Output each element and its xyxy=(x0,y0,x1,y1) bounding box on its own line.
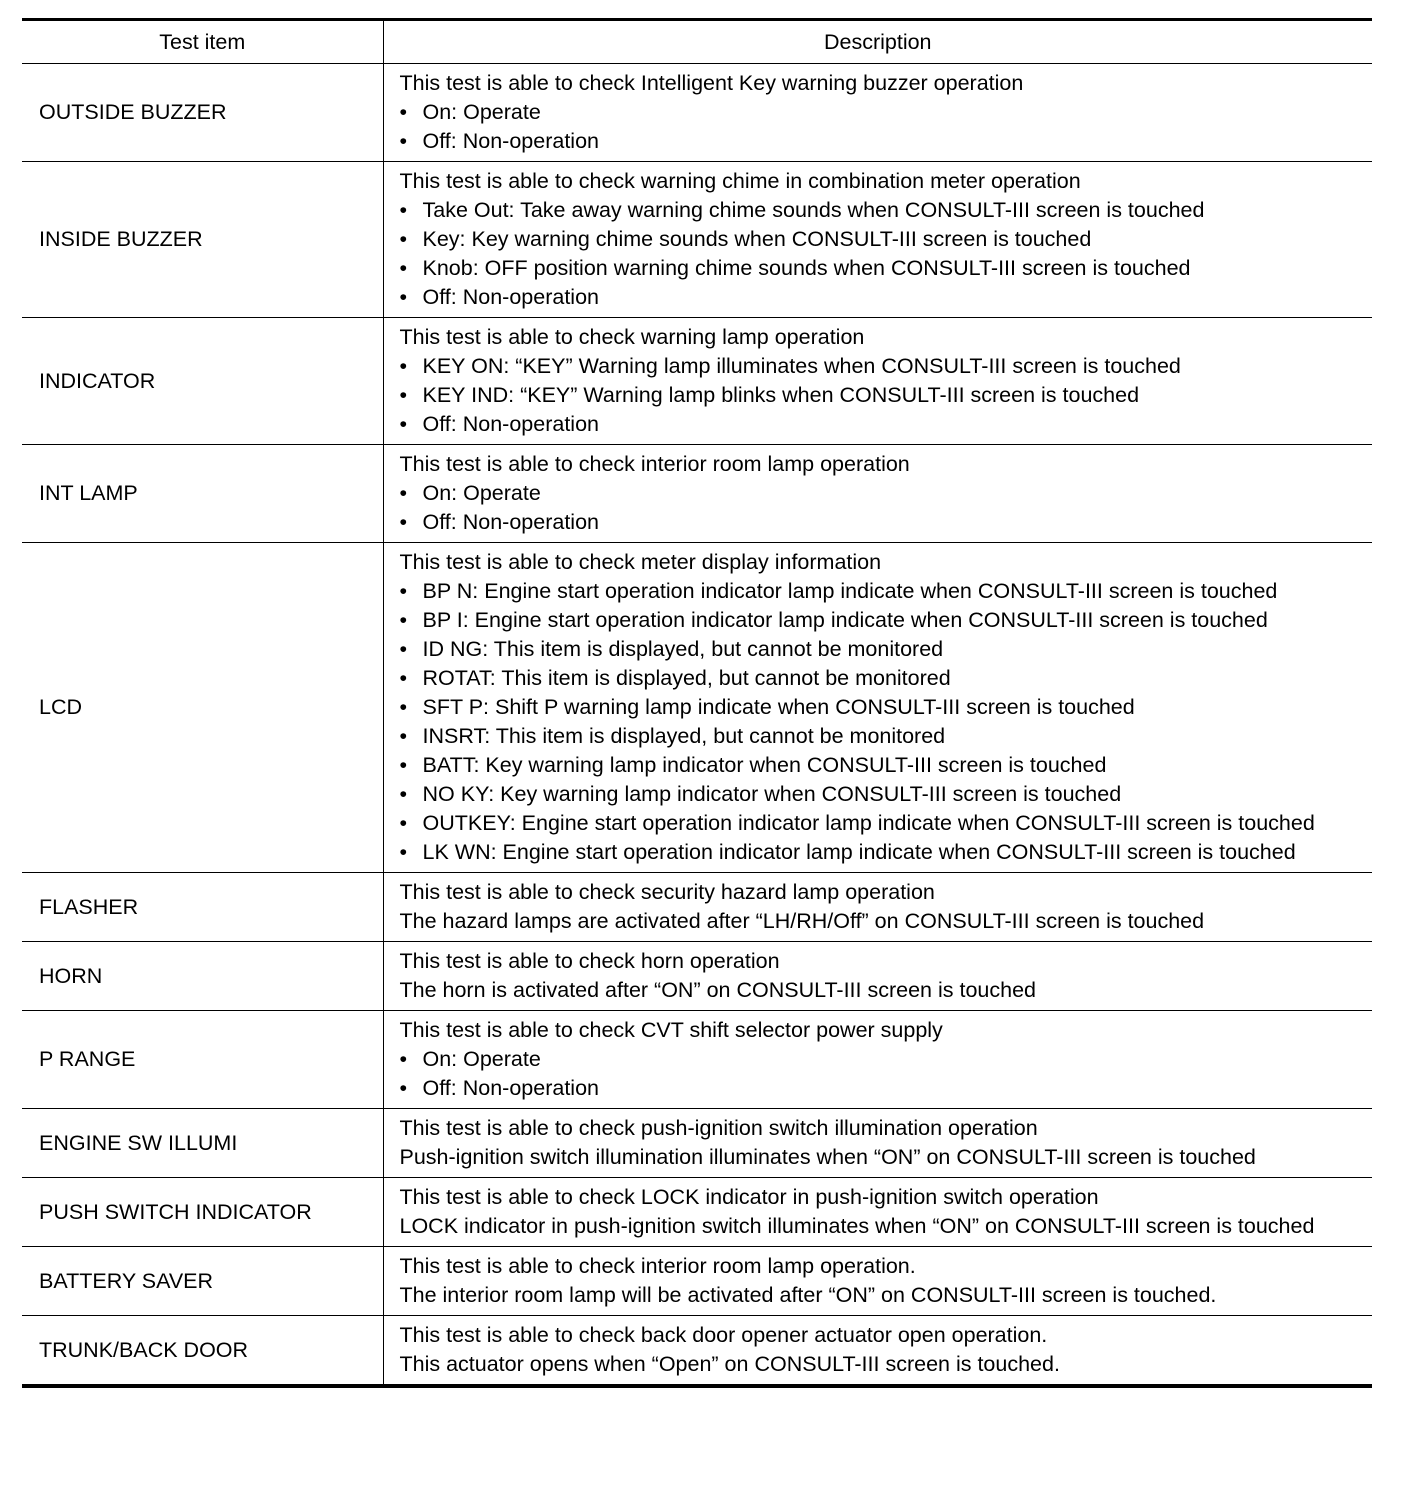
test-item-cell: OUTSIDE BUZZER xyxy=(22,64,383,162)
description-line: This test is able to check warning lamp operation xyxy=(399,325,865,349)
description-line: This test is able to check warning chime in combination meter operation xyxy=(399,169,1081,193)
bullet-item xyxy=(400,809,1367,838)
bullet-item xyxy=(400,479,1367,508)
description-line: This test is able to check security hazard lamp operation xyxy=(399,880,935,904)
bullet-text: INSRT: This item is displayed, but cannot be monitored xyxy=(422,724,946,748)
description-line: The horn is activated after “ON” on CONSULT-III screen is touched xyxy=(399,978,1036,1002)
bullet-item xyxy=(400,508,1367,537)
bullet-item xyxy=(400,1045,1367,1074)
header-description: Description xyxy=(383,20,1372,64)
bullet-icon: • xyxy=(399,666,408,690)
table-header-row xyxy=(22,20,1372,64)
table-row xyxy=(22,873,1372,942)
table-row xyxy=(22,942,1372,1011)
table-row xyxy=(22,543,1372,873)
bullet-item xyxy=(400,283,1367,312)
test-item-cell: HORN xyxy=(22,942,383,1011)
bullet-text: NO KY: Key warning lamp indicator when CONSULT-III screen is touched xyxy=(422,782,1122,806)
bullet-text: Take Out: Take away warning chime sounds when CONSULT-III screen is touched xyxy=(422,198,1205,222)
table-row xyxy=(22,1011,1372,1109)
description-cell xyxy=(383,1109,1372,1178)
bullet-text: On: Operate xyxy=(422,100,541,124)
bullet-text: KEY ON: “KEY” Warning lamp illuminates when CONSULT-III screen is touched xyxy=(422,354,1181,378)
bullet-icon: • xyxy=(399,753,408,777)
bullet-item xyxy=(400,127,1367,156)
description-cell xyxy=(383,1178,1372,1247)
bullet-item xyxy=(400,722,1367,751)
bullet-icon: • xyxy=(399,724,408,748)
description-cell xyxy=(383,942,1372,1011)
description-line: LOCK indicator in push-ignition switch illuminates when “ON” on CONSULT-III screen is touched xyxy=(399,1214,1315,1238)
header-test-item: Test item xyxy=(22,20,383,64)
bullet-icon: • xyxy=(399,1047,408,1071)
bullet-text: On: Operate xyxy=(422,481,541,505)
bullet-icon: • xyxy=(399,579,408,603)
bullet-icon: • xyxy=(399,227,408,251)
description-line: Push-ignition switch illumination illuminates when “ON” on CONSULT-III screen is touched xyxy=(399,1145,1256,1169)
bullet-icon: • xyxy=(399,695,408,719)
bullet-text: ID NG: This item is displayed, but cannot be monitored xyxy=(422,637,944,661)
description-cell xyxy=(383,64,1372,162)
description-line: This test is able to check horn operation xyxy=(399,949,780,973)
description-line: This test is able to check back door opener actuator open operation. xyxy=(399,1323,1048,1347)
bullet-icon: • xyxy=(399,510,408,534)
bullet-item xyxy=(400,381,1367,410)
bullet-text: KEY IND: “KEY” Warning lamp blinks when CONSULT-III screen is touched xyxy=(422,383,1140,407)
bullet-icon: • xyxy=(399,481,408,505)
bullet-item xyxy=(400,254,1367,283)
bullet-text: SFT P: Shift P warning lamp indicate when CONSULT-III screen is touched xyxy=(422,695,1135,719)
bullet-item xyxy=(400,693,1367,722)
bullet-text: Off: Non-operation xyxy=(422,412,599,436)
test-item-cell: ENGINE SW ILLUMI xyxy=(22,1109,383,1178)
bullet-text: On: Operate xyxy=(422,1047,541,1071)
bullet-text: Off: Non-operation xyxy=(422,129,599,153)
bullet-item xyxy=(400,606,1367,635)
table-row xyxy=(22,64,1372,162)
table-row xyxy=(22,445,1372,543)
description-line: This test is able to check CVT shift selector power supply xyxy=(399,1018,943,1042)
test-item-cell: PUSH SWITCH INDICATOR xyxy=(22,1178,383,1247)
test-item-cell: LCD xyxy=(22,543,383,873)
bullet-item xyxy=(400,1074,1367,1103)
bullet-text: Off: Non-operation xyxy=(422,1076,599,1100)
bullet-item xyxy=(400,838,1367,867)
bullet-icon: • xyxy=(399,100,408,124)
bullet-text: Knob: OFF position warning chime sounds when CONSULT-III screen is touched xyxy=(422,256,1191,280)
description-line: This test is able to check interior room lamp operation xyxy=(399,452,910,476)
table-body xyxy=(22,64,1372,1387)
test-item-cell: INT LAMP xyxy=(22,445,383,543)
description-line: The interior room lamp will be activated after “ON” on CONSULT-III screen is touched. xyxy=(399,1283,1217,1307)
test-item-cell: INSIDE BUZZER xyxy=(22,162,383,318)
bullet-icon: • xyxy=(399,129,408,153)
bullet-icon: • xyxy=(399,354,408,378)
description-cell xyxy=(383,543,1372,873)
table-row xyxy=(22,162,1372,318)
bullet-icon: • xyxy=(399,256,408,280)
test-item-cell: BATTERY SAVER xyxy=(22,1247,383,1316)
description-cell xyxy=(383,318,1372,445)
description-cell xyxy=(383,1011,1372,1109)
description-line: This test is able to check LOCK indicator in push-ignition switch operation xyxy=(399,1185,1099,1209)
bullet-text: ROTAT: This item is displayed, but cannot be monitored xyxy=(422,666,951,690)
table-row xyxy=(22,1109,1372,1178)
bullet-text: BATT: Key warning lamp indicator when CONSULT-III screen is touched xyxy=(422,753,1107,777)
bullet-icon: • xyxy=(399,383,408,407)
bullet-text: BP I: Engine start operation indicator lamp indicate when CONSULT-III screen is touched xyxy=(422,608,1268,632)
description-line: This test is able to check interior room lamp operation. xyxy=(399,1254,916,1278)
bullet-icon: • xyxy=(399,198,408,222)
bullet-text: Off: Non-operation xyxy=(422,510,599,534)
bullet-item xyxy=(400,635,1367,664)
test-item-table xyxy=(22,18,1372,1388)
description-line: This test is able to check Intelligent Key warning buzzer operation xyxy=(399,71,1024,95)
bullet-icon: • xyxy=(399,840,408,864)
bullet-item xyxy=(400,98,1367,127)
description-line: This test is able to check push-ignition switch illumination operation xyxy=(399,1116,1038,1140)
description-cell xyxy=(383,445,1372,543)
bullet-icon: • xyxy=(399,782,408,806)
bullet-item xyxy=(400,196,1367,225)
description-cell xyxy=(383,162,1372,318)
bullet-item xyxy=(400,225,1367,254)
bullet-text: LK WN: Engine start operation indicator lamp indicate when CONSULT-III screen is touched xyxy=(422,840,1296,864)
bullet-icon: • xyxy=(399,412,408,436)
table-row xyxy=(22,1247,1372,1316)
bullet-icon: • xyxy=(399,285,408,309)
bullet-text: OUTKEY: Engine start operation indicator lamp indicate when CONSULT-III screen is touched xyxy=(422,811,1315,835)
description-cell xyxy=(383,1316,1372,1387)
bullet-item xyxy=(400,751,1367,780)
description-cell xyxy=(383,1247,1372,1316)
test-item-cell: P RANGE xyxy=(22,1011,383,1109)
bullet-item xyxy=(400,410,1367,439)
description-line: The hazard lamps are activated after “LH/RH/Off” on CONSULT-III screen is touched xyxy=(399,909,1205,933)
table-row xyxy=(22,1178,1372,1247)
bullet-icon: • xyxy=(399,811,408,835)
bullet-text: Key: Key warning chime sounds when CONSULT-III screen is touched xyxy=(422,227,1092,251)
bullet-icon: • xyxy=(399,637,408,661)
bullet-item xyxy=(400,577,1367,606)
table-row xyxy=(22,318,1372,445)
bullet-icon: • xyxy=(399,1076,408,1100)
bullet-text: BP N: Engine start operation indicator lamp indicate when CONSULT-III screen is touched xyxy=(422,579,1278,603)
bullet-item xyxy=(400,780,1367,809)
table-row xyxy=(22,1316,1372,1387)
test-item-cell: INDICATOR xyxy=(22,318,383,445)
bullet-item xyxy=(400,352,1367,381)
description-line: This actuator opens when “Open” on CONSULT-III screen is touched. xyxy=(399,1352,1060,1376)
bullet-icon: • xyxy=(399,608,408,632)
test-item-cell: FLASHER xyxy=(22,873,383,942)
test-item-cell: TRUNK/BACK DOOR xyxy=(22,1316,383,1387)
bullet-item xyxy=(400,664,1367,693)
description-cell xyxy=(383,873,1372,942)
description-line: This test is able to check meter display information xyxy=(399,550,882,574)
bullet-text: Off: Non-operation xyxy=(422,285,599,309)
